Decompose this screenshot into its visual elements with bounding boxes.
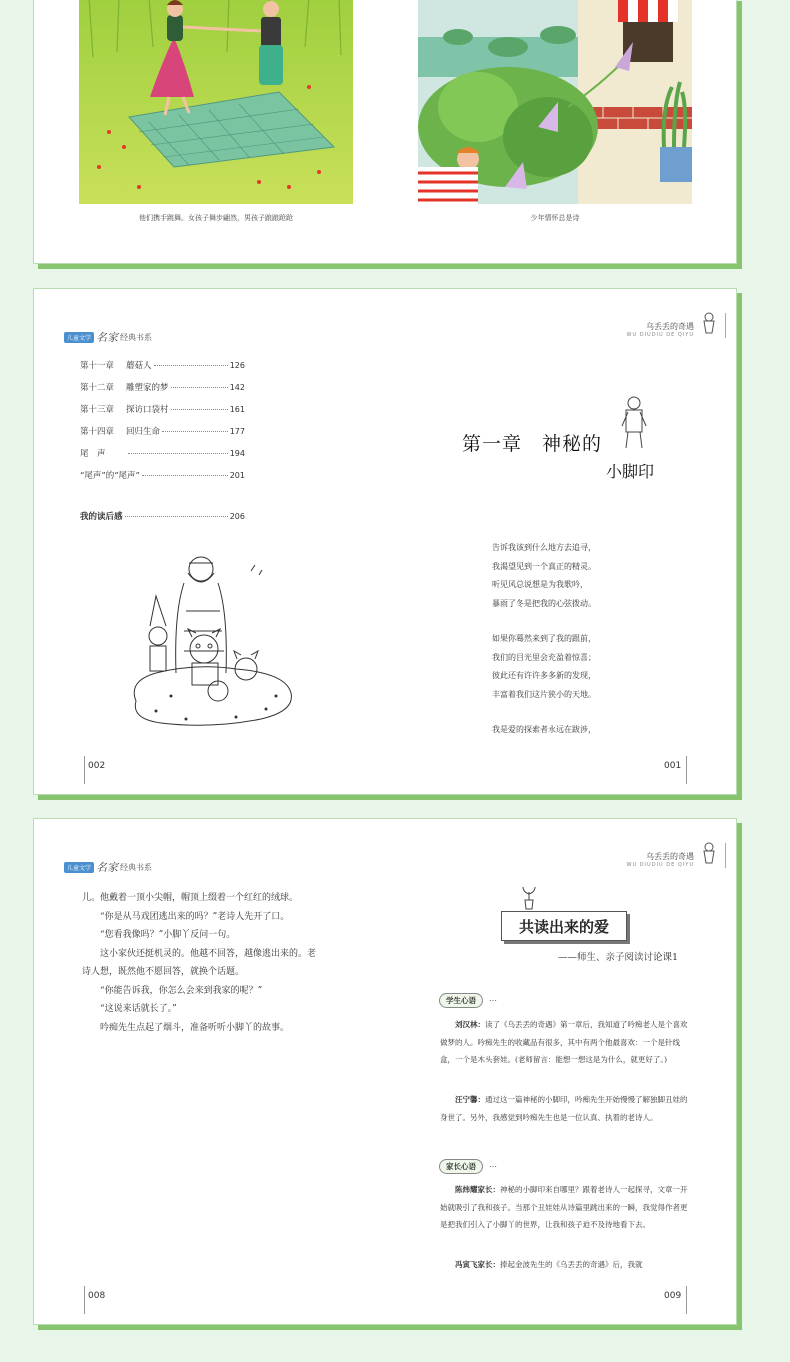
old-poet-sketch <box>616 394 652 452</box>
paragraph: 诗人想，既然他不愿回答，就换个话题。 <box>82 967 245 977</box>
student-comment: 汪宁馨：通过这一篇神秘的小脚印，吟痴先生开始慢慢了解独脚丑娃的身世了。另外，我感觉到吟痴先生也是一位认真、执着的老诗人。 <box>440 1095 688 1122</box>
discussion-spread <box>33 818 737 1325</box>
book-title: 乌丢丢的奇遇 <box>646 852 694 861</box>
small-figure-icon <box>700 841 718 867</box>
parent-comment: 冯寅飞家长：捧起金波先生的《乌丢丢的奇遇》后，我就 <box>455 1260 643 1269</box>
small-figure-icon <box>700 311 718 337</box>
series-header <box>64 859 152 875</box>
discussion-subtitle: ——师生、亲子阅读讨论课1 <box>558 952 679 963</box>
illustration-spread <box>33 0 737 264</box>
toc-entry[interactable]: 第十四章 回归生命 177 <box>80 427 245 437</box>
poem-stanza: 我是爱的探索者永远在跋涉， <box>492 725 596 734</box>
book-header <box>627 321 694 338</box>
table-of-contents <box>80 359 245 532</box>
series-header <box>64 329 152 345</box>
series-name: 经典书系 <box>120 862 153 872</box>
series-logo: 名家 <box>96 861 119 874</box>
series-name: 经典书系 <box>120 332 153 342</box>
paragraph: “您看我像吗？”小脚丫反问一句。 <box>100 930 236 940</box>
book-header <box>627 851 694 868</box>
series-logo: 名家 <box>96 331 119 344</box>
paragraph: “你是从马戏团逃出来的吗？”老诗人先开了口。 <box>100 911 290 922</box>
toc-entry[interactable]: 第十一章 蘑菇人 126 <box>80 361 245 371</box>
student-comment: 刘汉林：读了《乌丢丢的奇遇》第一章后，我知道了吟痴老人是个喜欢做梦的人。吟痴先生的收藏品有很多，其中有两个他最喜欢：一个是针线盒，一个是木头套娃。(老师留言：能想一想这是为什么，就更好了。) <box>440 1020 688 1064</box>
header-divider <box>725 313 726 338</box>
page-number-left: 002 <box>88 761 106 771</box>
page-number-rule <box>84 756 85 784</box>
page-number-rule <box>686 1286 687 1314</box>
paragraph: 这小家伙还挺机灵的。他越不回答，越像逃出来的。老 <box>100 948 317 959</box>
right-illustration-caption: 少年情怀总是诗 <box>530 214 580 222</box>
parent-comment: 陈炜耀家长：神秘的小脚印来自哪里？跟着老诗人一起探寻，文章一开始就吸引了我和孩子。当那个丑娃娃从诗篇里跳出来的一瞬，我觉得作者更是把我们引入了小脚丫的世界，让我和孩子迫不及待地看下去。 <box>440 1185 688 1229</box>
series-tag: 儿童文学 <box>64 332 94 343</box>
chapter-poem <box>492 539 596 757</box>
toc-entry-reading-notes[interactable]: 我的读后感 206 <box>80 512 245 522</box>
toc-entry[interactable]: “尾声”的“尾声” 201 <box>80 471 245 481</box>
paragraph: “这说来话就长了。” <box>100 1004 177 1014</box>
chapter-title-line2: 小脚印 <box>606 462 655 481</box>
page-number-right: 009 <box>664 1291 682 1301</box>
potted-plant-icon <box>519 884 539 910</box>
paragraph: 吟痴先生点起了烟斗，准备听听小脚丫的故事。 <box>100 1022 290 1033</box>
poem-stanza: 告诉我该到什么地方去追寻， 我渴望见到一个真正的精灵。 听见风总说想是为我歌吟， 暴雨了冬是把我的心弦拨动。 <box>492 543 596 608</box>
toc-entry[interactable]: 第十三章 探访口袋村 161 <box>80 405 245 415</box>
toc-entry[interactable]: 第十二章 雕塑家的梦 142 <box>80 383 245 393</box>
page-number-rule <box>84 1286 85 1314</box>
discussion-title: 共读出来的爱 <box>501 911 627 941</box>
label-dots: … <box>489 994 497 1003</box>
toc-entry[interactable]: 尾 声 194 <box>80 449 245 459</box>
book-pinyin: WU DIUDIU DE QIYU <box>626 332 694 338</box>
book-title: 乌丢丢的奇遇 <box>646 322 694 331</box>
parent-voice-label: 家长心语 <box>439 1159 483 1174</box>
dancing-children-illustration <box>79 0 353 204</box>
old-man-and-animals-line-drawing <box>126 551 301 731</box>
story-text <box>82 889 340 1037</box>
flower-window-illustration <box>418 0 692 204</box>
page-number-rule <box>686 756 687 784</box>
label-dots: … <box>489 1160 497 1169</box>
page-number-left: 008 <box>88 1291 106 1301</box>
chapter-title: 第一章 神秘的 <box>462 433 603 455</box>
page-number-right: 001 <box>664 761 682 771</box>
poem-stanza: 如果你蓦然来到了我的跟前， 我们的目光里会充盈着惊喜； 彼此还有许许多多新的发现， 丰富着我们这片狭小的天地。 <box>492 634 596 699</box>
contents-spread <box>33 288 737 795</box>
student-voice-label: 学生心语 <box>439 993 483 1008</box>
series-tag: 儿童文学 <box>64 862 94 873</box>
book-pinyin: WU DIUDIU DE QIYU <box>626 862 694 868</box>
left-illustration-caption: 他们携手跳舞。女孩子舞步翩然，男孩子踉踉跄跄 <box>139 214 293 222</box>
paragraph: “你能告诉我，你怎么会来到我家的呢？” <box>100 985 263 996</box>
paragraph: 儿。他戴着一顶小尖帽，帽顶上缀着一个红红的绒球。 <box>82 893 299 903</box>
header-divider <box>725 843 726 868</box>
